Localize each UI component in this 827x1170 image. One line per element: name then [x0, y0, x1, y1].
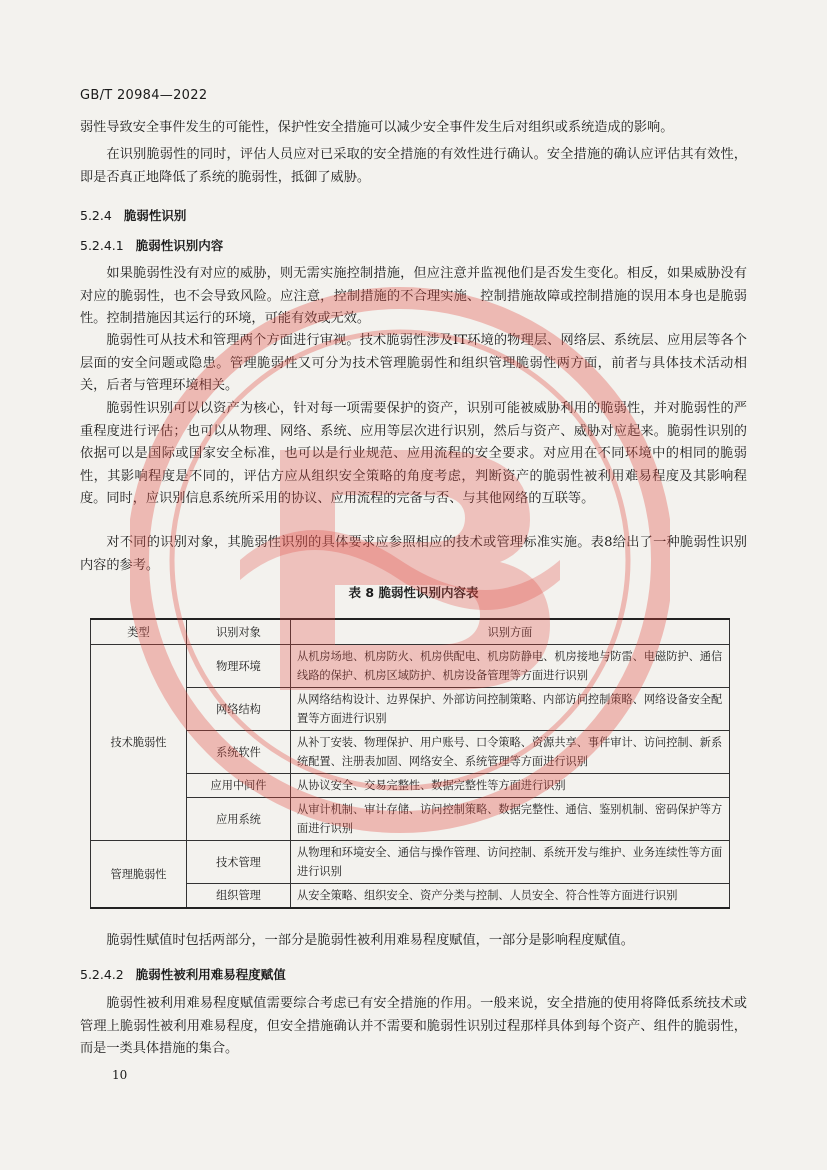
aspect-cell: 从协议安全、交易完整性、数据完整性等方面进行识别	[291, 774, 730, 798]
object-cell: 组织管理	[187, 884, 291, 909]
table-row	[91, 774, 730, 798]
paragraph: 脆弱性被利用难易程度赋值需要综合考虑已有安全措施的作用。一般来说，安全措施的使用将降低系统技术或管理上脆弱性被利用难易程度，但安全措施确认并不需要和脆弱性识别过程那样具体到每个资产、组件的脆弱性，而是一类具体措施的集合。	[80, 996, 747, 1056]
section-number: 5.2.4.2	[80, 967, 124, 982]
section-title: 脆弱性被利用难易程度赋值	[135, 967, 286, 982]
object-cell: 系统软件	[187, 731, 291, 774]
aspect-cell: 从补丁安装、物理保护、用户账号、口令策略、资源共享、事件审计、访问控制、新系统配置、注册表加固、网络安全、系统管理等方面进行识别	[291, 731, 730, 774]
table-row	[91, 645, 730, 688]
section-title: 脆弱性识别	[123, 208, 187, 223]
object-cell: 应用中间件	[187, 774, 291, 798]
paragraph: 脆弱性识别可以以资产为核心，针对每一项需要保护的资产，识别可能被威胁利用的脆弱性，并对脆弱性的严重程度进行评估；也可以从物理、网络、系统、应用等层次进行识别，然后与资产、威胁对应起来。脆弱性识别的依据可以是国际或国家安全标准，也可以是行业规范、应用流程的安全要求。对应用在不同环境中的相同的脆弱性，其影响程度是不同的，评估方应从组织安全策略的角度考虑，判断资产的脆弱性被利用难易程度及其影响程度。同时，应识别信息系统所采用的协议、应用流程的完备与否、与其他网络的互联等。	[80, 401, 747, 506]
standard-code: GB/T 20984—2022	[80, 88, 208, 103]
table-caption: 表 8 脆弱性识别内容表	[348, 585, 479, 600]
aspect-cell: 从网络结构设计、边界保护、外部访问控制策略、内部访问控制策略、网络设备安全配置等方面进行识别	[291, 688, 730, 731]
table-row	[91, 731, 730, 774]
aspect-cell: 从安全策略、组织安全、资产分类与控制、人员安全、符合性等方面进行识别	[291, 884, 730, 909]
object-cell: 应用系统	[187, 798, 291, 841]
section-heading	[80, 206, 186, 224]
object-cell: 技术管理	[187, 841, 291, 884]
paragraph: 脆弱性赋值时包括两部分，一部分是脆弱性被利用难易程度赋值，一部分是影响程度赋值。	[106, 933, 634, 948]
aspect-cell: 从机房场地、机房防火、机房供配电、机房防静电、机房接地与防雷、电磁防护、通信线路的保护、机房区域防护、机房设备管理等方面进行识别	[291, 645, 730, 688]
column-header: 类型	[91, 619, 187, 645]
aspect-cell: 从物理和环境安全、通信与操作管理、访问控制、系统开发与维护、业务连续性等方面进行识别	[291, 841, 730, 884]
paragraph: 如果脆弱性没有对应的威胁，则无需实施控制措施，但应注意并监视他们是否发生变化。相反，如果威胁没有对应的脆弱性，也不会导致风险。应注意，控制措施的不合理实施、控制措施故障或控制措施的误用本身也是脆弱性。控制措施因其运行的环境，可能有效或无效。	[80, 266, 747, 326]
table-row	[91, 798, 730, 841]
column-header: 识别对象	[187, 619, 291, 645]
type-cell: 技术脆弱性	[91, 645, 187, 841]
paragraph: 在识别脆弱性的同时，评估人员应对已采取的安全措施的有效性进行确认。安全措施的确认应评估其有效性，即是否真正地降低了系统的脆弱性，抵御了威胁。	[80, 147, 747, 185]
type-cell: 管理脆弱性	[91, 841, 187, 909]
table-row	[91, 688, 730, 731]
table-row	[91, 841, 730, 884]
paragraph: 对不同的识别对象，其脆弱性识别的具体要求应参照相应的技术或管理标准实施。表8给出了一种脆弱性识别内容的参考。	[80, 535, 747, 573]
section-title: 脆弱性识别内容	[135, 238, 224, 253]
section-number: 5.2.4	[80, 208, 112, 223]
section-number: 5.2.4.1	[80, 238, 124, 253]
subsection-heading	[80, 965, 286, 983]
aspect-cell: 从审计机制、审计存储、访问控制策略、数据完整性、通信、鉴别机制、密码保护等方面进行识别	[291, 798, 730, 841]
page-number: 10	[112, 1068, 128, 1082]
paragraph: 脆弱性可从技术和管理两个方面进行审视。技术脆弱性涉及IT环境的物理层、网络层、系统层、应用层等各个层面的安全问题或隐患。管理脆弱性又可分为技术管理脆弱性和组织管理脆弱性两方面，前者与具体技术活动相关，后者与管理环境相关。	[80, 333, 747, 393]
subsection-heading	[80, 236, 223, 254]
column-header: 识别方面	[291, 619, 730, 645]
object-cell: 网络结构	[187, 688, 291, 731]
table-row	[91, 884, 730, 909]
table-header-row	[91, 619, 730, 645]
vulnerability-table	[90, 618, 730, 909]
paragraph: 弱性导致安全事件发生的可能性，保护性安全措施可以减少安全事件发生后对组织或系统造成的影响。	[80, 120, 674, 135]
object-cell: 物理环境	[187, 645, 291, 688]
